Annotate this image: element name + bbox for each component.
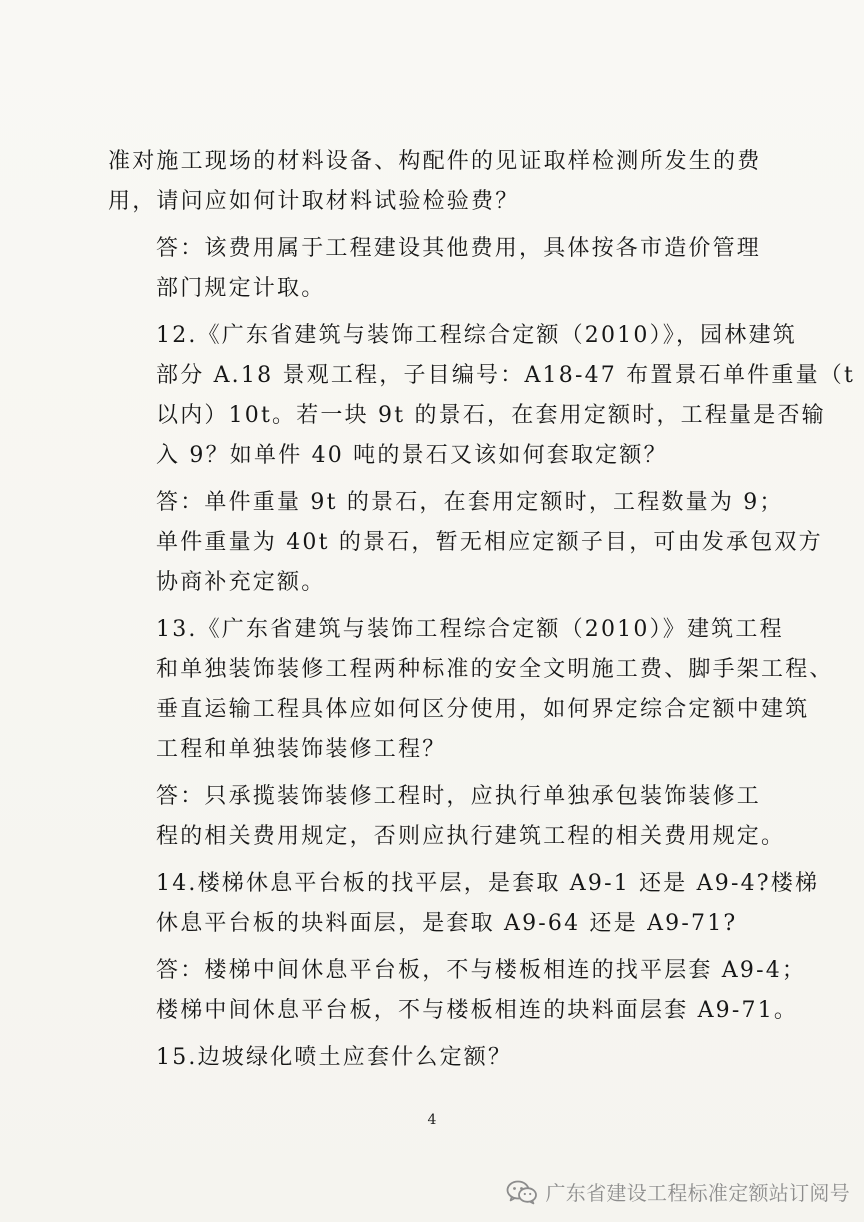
text-line: 单件重量为 40t 的景石，暂无相应定额子目，可由发承包双方 (156, 530, 823, 555)
p-answer-13 (108, 777, 786, 857)
text-line: 用，请问应如何计取材料试验检验费？ (108, 189, 520, 214)
text-line: 部分 A.18 景观工程，子目编号：A18-47 布置景石单件重量（t (156, 363, 856, 388)
wechat-icon (506, 1179, 538, 1205)
text-line: 准对施工现场的材料设备、构配件的见证取样检测所发生的费 (108, 149, 762, 174)
text-line: 协商补充定额。 (156, 570, 326, 595)
p-question-13 (108, 610, 834, 770)
p-question-15 (108, 1038, 760, 1078)
text-line: 答：单件重量 9t 的景石，在套用定额时，工程数量为 9； (156, 490, 784, 515)
text-line: 答：楼梯中间休息平台板，不与楼板相连的找平层套 A9-4； (156, 958, 807, 983)
wechat-watermark (506, 1177, 851, 1206)
text-line: 和单独装饰装修工程两种标准的安全文明施工费、脚手架工程、 (156, 657, 834, 682)
text-line: 楼梯中间休息平台板，不与楼板相连的块料面层套 A9-71。 (156, 998, 799, 1023)
text-line: 程的相关费用规定，否则应执行建筑工程的相关费用规定。 (156, 824, 786, 849)
text-line: 15.边坡绿化喷土应套什么定额？ (156, 1045, 513, 1070)
p-continuation (108, 142, 760, 222)
page-number: 4 (427, 1112, 437, 1128)
text-line: 12.《广东省建筑与装饰工程综合定额（2010）》，园林建筑 (156, 323, 797, 348)
text-line: 14.楼梯休息平台板的找平层，是套取 A9-1 还是 A9-4?楼梯 (156, 871, 820, 896)
text-line: 13.《广东省建筑与装饰工程综合定额（2010）》建筑工程 (156, 617, 784, 642)
p-question-14 (108, 864, 820, 944)
p-answer-11 (108, 229, 760, 309)
text-line: 答：该费用属于工程建设其他费用，具体按各市造价管理 (156, 236, 762, 261)
text-line: 入 9？如单件 40 吨的景石又该如何套取定额？ (156, 443, 668, 468)
watermark-text: 广东省建设工程标准定额站订阅号 (545, 1181, 850, 1205)
text-line: 工程和单独装饰装修工程？ (156, 737, 447, 762)
p-answer-14 (108, 951, 807, 1031)
text-line: 休息平台板的块料面层，是套取 A9-64 还是 A9-71? (156, 911, 738, 936)
p-question-12 (108, 316, 856, 476)
text-line: 以内）10t。若一块 9t 的景石，在套用定额时，工程量是否输 (156, 403, 826, 428)
text-line: 部门规定计取。 (156, 276, 326, 301)
text-line: 答：只承揽装饰装修工程时，应执行单独承包装饰装修工 (156, 784, 762, 809)
p-answer-12 (108, 483, 823, 603)
document-body (108, 142, 856, 1085)
text-line: 垂直运输工程具体应如何区分使用，如何界定综合定额中建筑 (156, 697, 810, 722)
